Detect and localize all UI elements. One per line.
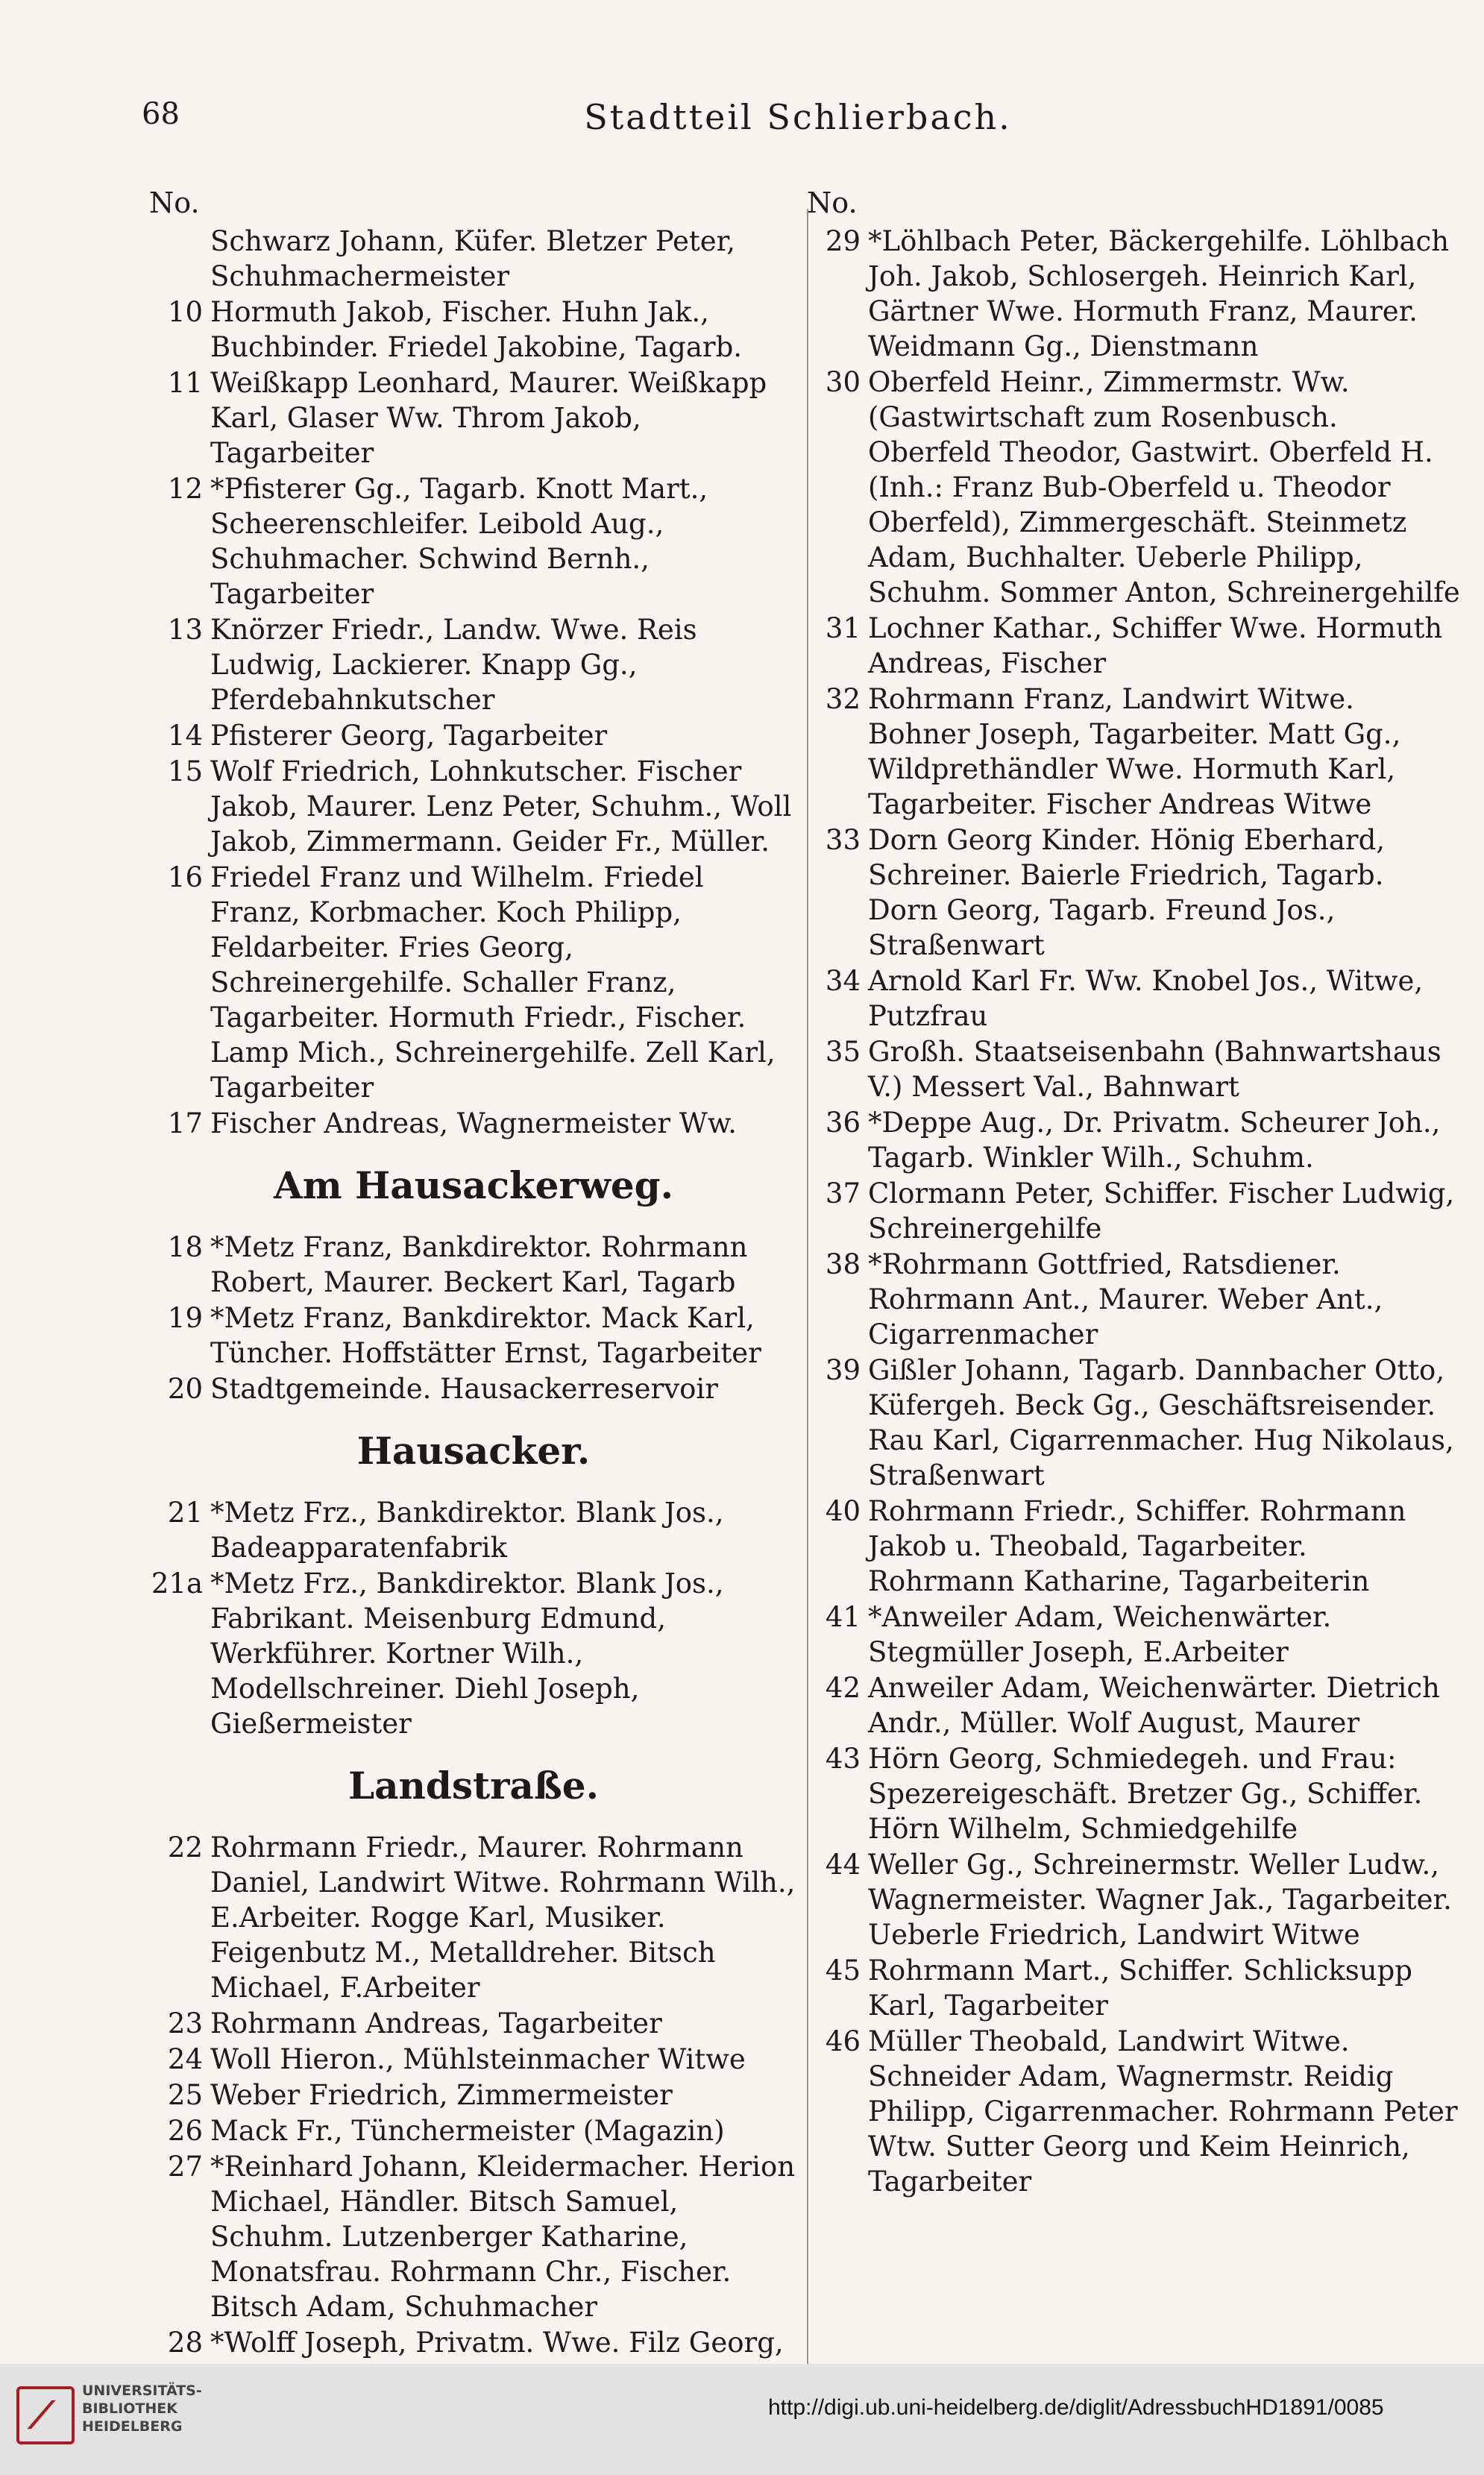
directory-entry xyxy=(807,224,1460,364)
resident-text: Hormuth Jakob, Fischer. Huhn Jak., Buchbinder. Friedel Jakobine, Tagarb. xyxy=(210,296,743,363)
resident-text: *Metz Franz, Bankdirektor. Mack Karl, Tüncher. Hoffstätter Ernst, Tagarbeiter xyxy=(210,1302,761,1369)
right-column xyxy=(807,186,1460,2200)
resident-text: Stadtgemeinde. Hausackerreservoir xyxy=(210,1373,718,1405)
resident-text: Clormann Peter, Schiffer. Fischer Ludwig, Schreinergehilfe xyxy=(868,1177,1455,1245)
resident-text: Rohrmann Andreas, Tagarbeiter xyxy=(210,2007,662,2040)
resident-text: *Löhlbach Peter, Bäckergehilfe. Löhlbach Joh. Jakob, Schlosergeh. Heinrich Karl, Gärtner Wwe. Hormuth Franz, Maurer. Weidmann Gg., Dienstmann xyxy=(868,225,1450,362)
number-column-label: No. xyxy=(149,186,200,219)
library-logo-icon: ⟋ xyxy=(16,2386,75,2444)
directory-entry xyxy=(807,1034,1460,1104)
directory-entry xyxy=(807,1105,1460,1175)
resident-text: Müller Theobald, Landwirt Witwe. Schneider Adam, Wagnermstr. Reidig Philipp, Cigarrenmacher. Rohrmann Peter Wtw. Sutter Georg und Keim Heinrich, Tagarbeiter xyxy=(868,2025,1458,2198)
house-number: 11 xyxy=(167,367,203,399)
directory-entry xyxy=(149,2078,798,2113)
house-number: 27 xyxy=(167,2151,203,2183)
house-number: 32 xyxy=(825,683,861,715)
house-number: 18 xyxy=(167,1231,203,1263)
resident-text: Mack Fr., Tünchermeister (Magazin) xyxy=(210,2115,725,2147)
source-url-link[interactable]: http://digi.ub.uni-heidelberg.de/diglit/AdressbuchHD1891/0085 xyxy=(768,2395,1384,2420)
left-column xyxy=(149,186,798,2396)
resident-text: Dorn Georg Kinder. Hönig Eberhard, Schreiner. Baierle Friedrich, Tagarb. Dorn Georg, Tagarb. Freund Jos., Straßenwart xyxy=(868,824,1386,961)
house-number: 13 xyxy=(167,614,203,646)
house-number: 36 xyxy=(825,1107,861,1139)
resident-text: Weller Gg., Schreinermstr. Weller Ludw., Wagnermeister. Wagner Jak., Tagarbeiter. Ueberle Friedrich, Landwirt Witwe xyxy=(868,1849,1452,1951)
entry-list xyxy=(149,1495,798,1741)
house-number: 14 xyxy=(167,720,203,752)
library-name: UNIVERSITÄTS- BIBLIOTHEK HEIDELBERG xyxy=(82,2383,202,2435)
directory-entry xyxy=(807,1741,1460,1846)
resident-text: Schwarz Johann, Küfer. Bletzer Peter, Schuhmachermeister xyxy=(210,225,736,292)
resident-text: Hörn Georg, Schmiedegeh. und Frau: Spezereigeschäft. Bretzer Gg., Schiffer. Hörn Wilhelm, Schmiedgehilfe xyxy=(868,1743,1423,1845)
resident-text: Fischer Andreas, Wagnermeister Ww. xyxy=(210,1107,737,1139)
house-number: 20 xyxy=(167,1373,203,1405)
house-number: 37 xyxy=(825,1177,861,1210)
resident-text: *Anweiler Adam, Weichenwärter. Stegmüller Joseph, E.Arbeiter xyxy=(868,1601,1332,1668)
directory-entry xyxy=(149,718,798,753)
directory-entry xyxy=(149,754,798,859)
resident-text: Gißler Johann, Tagarb. Dannbacher Otto, Küfergeh. Beck Gg., Geschäftsreisender. Rau Karl, Cigarrenmacher. Hug Nikolaus, Straßenwart xyxy=(868,1354,1454,1491)
house-number: 41 xyxy=(825,1601,861,1633)
house-number: 21 xyxy=(167,1497,203,1529)
house-number: 22 xyxy=(167,1831,203,1864)
library-footer xyxy=(0,2364,1484,2475)
resident-text: Knörzer Friedr., Landw. Wwe. Reis Ludwig, Lackierer. Knapp Gg., Pferdebahnkutscher xyxy=(210,614,697,716)
directory-entry xyxy=(807,1176,1460,1246)
house-number: 43 xyxy=(825,1743,861,1775)
house-number: 33 xyxy=(825,824,861,856)
resident-text: Oberfeld Heinr., Zimmermstr. Ww. (Gastwirtschaft zum Rosenbusch. Oberfeld Theodor, Gastwirt. Oberfeld H. (Inh.: Franz Bub-Oberfeld u. Theodor Oberfeld), Zimmergeschäft. Steinmetz Adam, Buchhalter. Ueberle Philipp, Schuhm. Sommer Anton, Schreinergehilfe xyxy=(868,366,1460,608)
resident-text: Weber Friedrich, Zimmermeister xyxy=(210,2079,673,2111)
resident-text: Großh. Staatseisenbahn (Bahnwartshaus V.) Messert Val., Bahnwart xyxy=(868,1036,1441,1103)
house-number: 28 xyxy=(167,2327,203,2359)
directory-entry xyxy=(149,2042,798,2077)
house-number: 10 xyxy=(167,296,203,328)
directory-entry xyxy=(807,1953,1460,2023)
house-number: 45 xyxy=(825,1954,861,1987)
resident-text: Rohrmann Mart., Schiffer. Schlicksupp Karl, Tagarbeiter xyxy=(868,1954,1412,2022)
directory-entry xyxy=(149,1301,798,1371)
house-number: 42 xyxy=(825,1672,861,1704)
house-number: 17 xyxy=(167,1107,203,1139)
directory-entry xyxy=(807,1353,1460,1493)
house-number: 40 xyxy=(825,1495,861,1527)
directory-entry xyxy=(807,1494,1460,1599)
directory-entry xyxy=(149,1371,798,1406)
number-column-label: No. xyxy=(807,186,858,219)
directory-entry xyxy=(149,1106,798,1141)
resident-text: *Deppe Aug., Dr. Privatm. Scheurer Joh., Tagarb. Winkler Wilh., Schuhm. xyxy=(868,1107,1441,1174)
entry-list xyxy=(807,224,1460,2199)
resident-text: *Reinhard Johann, Kleidermacher. Herion Michael, Händler. Bitsch Samuel, Schuhm. Lutzenberger Katharine, Monatsfrau. Rohrmann Chr., Fischer. Bitsch Adam, Schuhmacher xyxy=(210,2151,796,2323)
house-number: 44 xyxy=(825,1849,861,1881)
street-heading: Hausacker. xyxy=(356,1429,591,1473)
resident-text: *Rohrmann Gottfried, Ratsdiener. Rohrmann Ant., Maurer. Weber Ant., Cigarrenmacher xyxy=(868,1248,1383,1350)
resident-text: Rohrmann Friedr., Maurer. Rohrmann Daniel, Landwirt Witwe. Rohrmann Wilh., E.Arbeiter. Rogge Karl, Musiker. Feigenbutz M., Metalldreher. Bitsch Michael, F.Arbeiter xyxy=(210,1831,796,2004)
resident-text: Rohrmann Friedr., Schiffer. Rohrmann Jakob u. Theobald, Tagarbeiter. Rohrmann Katharine, Tagarbeiterin xyxy=(868,1495,1406,1597)
resident-text: *Pfisterer Gg., Tagarb. Knott Mart., Scheerenschleifer. Leibold Aug., Schuhmacher. Schwind Bernh., Tagarbeiter xyxy=(210,473,708,610)
directory-entry xyxy=(807,611,1460,681)
directory-entry xyxy=(149,471,798,611)
house-number: 26 xyxy=(167,2115,203,2147)
directory-entry xyxy=(807,2024,1460,2199)
resident-text: Anweiler Adam, Weichenwärter. Dietrich Andr., Müller. Wolf August, Maurer xyxy=(868,1672,1440,1739)
house-number: 21a xyxy=(151,1567,203,1600)
street-heading: Am Hausackerweg. xyxy=(273,1163,674,1207)
resident-text: *Wolff Joseph, Privatm. Wwe. Filz Georg, xyxy=(210,2327,784,2359)
running-title: Stadtteil Schlierbach. xyxy=(584,97,1012,137)
entry-list xyxy=(149,1830,798,2395)
directory-entry xyxy=(149,2006,798,2041)
house-number: 19 xyxy=(167,1302,203,1334)
entry-list xyxy=(149,1230,798,1406)
page-number: 68 xyxy=(142,97,180,131)
house-number: 38 xyxy=(825,1248,861,1280)
directory-entry xyxy=(149,224,798,294)
directory-entry xyxy=(149,612,798,717)
house-number: 31 xyxy=(825,612,861,644)
directory-entry xyxy=(149,1830,798,2005)
entry-list xyxy=(149,224,798,1141)
house-number: 35 xyxy=(825,1036,861,1068)
resident-text: Pfisterer Georg, Tagarbeiter xyxy=(210,720,608,752)
directory-entry xyxy=(149,1566,798,1741)
resident-text: Lochner Kathar., Schiffer Wwe. Hormuth Andreas, Fischer xyxy=(868,612,1443,679)
house-number: 23 xyxy=(167,2007,203,2040)
house-number: 24 xyxy=(167,2043,203,2075)
house-number: 25 xyxy=(167,2079,203,2111)
directory-entry xyxy=(807,365,1460,610)
resident-text: *Metz Franz, Bankdirektor. Rohrmann Robert, Maurer. Beckert Karl, Tagarb xyxy=(210,1231,748,1298)
page-header xyxy=(142,97,1454,142)
street-heading: Landstraße. xyxy=(348,1764,600,1808)
resident-text: Friedel Franz und Wilhelm. Friedel Franz, Korbmacher. Koch Philipp, Feldarbeiter. Fries Georg, Schreinergehilfe. Schaller Franz, Tagarbeiter. Hormuth Friedr., Fischer. Lamp Mich., Schreinergehilfe. Zell Karl, Tagarbeiter xyxy=(210,861,776,1104)
directory-entry xyxy=(149,365,798,471)
house-number: 16 xyxy=(167,861,203,893)
directory-entry xyxy=(149,1230,798,1300)
resident-text: Weißkapp Leonhard, Maurer. Weißkapp Karl, Glaser Ww. Throm Jakob, Tagarbeiter xyxy=(210,367,767,469)
directory-entry xyxy=(149,860,798,1105)
directory-entry xyxy=(807,1670,1460,1740)
directory-entry xyxy=(149,2113,798,2148)
directory-entry xyxy=(807,682,1460,822)
directory-entry xyxy=(807,963,1460,1034)
directory-entry xyxy=(807,1847,1460,1952)
resident-text: Rohrmann Franz, Landwirt Witwe. Bohner Joseph, Tagarbeiter. Matt Gg., Wildprethändler Wwe. Hormuth Karl, Tagarbeiter. Fischer Andreas Witwe xyxy=(868,683,1401,820)
house-number: 30 xyxy=(825,366,861,398)
resident-text: *Metz Frz., Bankdirektor. Blank Jos., Badeapparatenfabrik xyxy=(210,1497,724,1564)
house-number: 39 xyxy=(825,1354,861,1386)
house-number: 15 xyxy=(167,755,203,787)
directory-entry xyxy=(807,1600,1460,1670)
directory-entry xyxy=(807,823,1460,963)
house-number: 12 xyxy=(167,473,203,505)
directory-entry xyxy=(807,1247,1460,1352)
resident-text: Wolf Friedrich, Lohnkutscher. Fischer Jakob, Maurer. Lenz Peter, Schuhm., Woll Jakob, Zimmermann. Geider Fr., Müller. xyxy=(210,755,792,858)
directory-entry xyxy=(149,1495,798,1565)
house-number: 46 xyxy=(825,2025,861,2057)
resident-text: *Metz Frz., Bankdirektor. Blank Jos., Fabrikant. Meisenburg Edmund, Werkführer. Kortner Wilh., Modellschreiner. Diehl Joseph, Gießermeister xyxy=(210,1567,724,1740)
resident-text: Arnold Karl Fr. Ww. Knobel Jos., Witwe, Putzfrau xyxy=(868,965,1424,1032)
directory-entry xyxy=(149,295,798,365)
resident-text: Woll Hieron., Mühlsteinmacher Witwe xyxy=(210,2043,746,2075)
house-number: 34 xyxy=(825,965,861,997)
directory-entry xyxy=(149,2149,798,2324)
house-number: 29 xyxy=(825,225,861,257)
